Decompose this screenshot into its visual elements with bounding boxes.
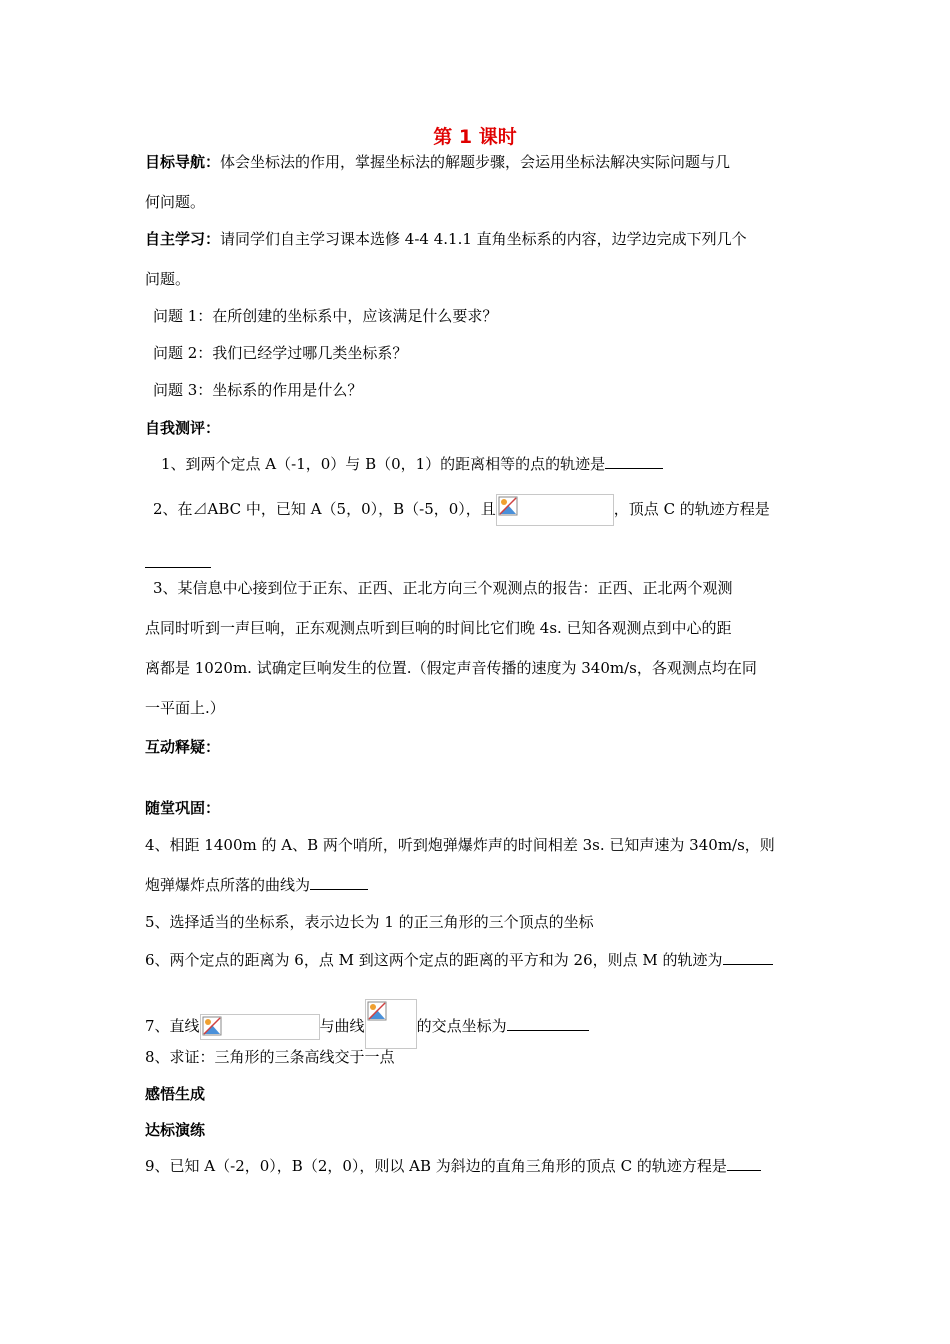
- problem-4-line-b: [145, 875, 368, 895]
- goal-line-1: [145, 152, 730, 172]
- problem-3-line-a: 3、某信息中心接到位于正东、正西、正北方向三个观测点的报告：正西、正北两个观测: [153, 579, 733, 597]
- insight-label: 感悟生成: [145, 1085, 206, 1103]
- self-study-text-2: 问题。: [145, 270, 191, 288]
- answer-blank: [605, 454, 663, 469]
- problem-9: [145, 1156, 761, 1176]
- self-test-problem-2: [153, 494, 770, 526]
- broken-image-icon: [498, 496, 518, 516]
- broken-image-icon: [367, 1001, 387, 1021]
- goal-text-2: 何问题。: [145, 193, 206, 211]
- consolidate-label: 随堂巩固：: [145, 799, 221, 817]
- problem-7-text-b: 与曲线: [319, 1017, 365, 1035]
- problem-9-text: 9、已知 A（-2，0），B（2，0），则以 AB 为斜边的直角三角形的顶点 C 的轨迹方程是: [145, 1157, 727, 1175]
- line-formula-image: [200, 1014, 320, 1040]
- goal-text-1: 体会坐标法的作用，掌握坐标法的解题步骤，会运用坐标法解决实际问题与几: [220, 153, 731, 171]
- formula-image: [496, 494, 614, 526]
- problem-7-text-a: 7、直线: [145, 1017, 200, 1035]
- answer-blank: [723, 950, 773, 965]
- question-1: 问题 1：在所创建的坐标系中，应该满足什么要求？: [153, 307, 498, 325]
- problem-3-line-d: 一平面上.）: [145, 699, 225, 717]
- question-3: 问题 3：坐标系的作用是什么？: [153, 381, 363, 399]
- answer-blank: [727, 1156, 761, 1171]
- problem-3-line-c: 离都是 1020m. 试确定巨响发生的位置.（假定声音传播的速度为 340m/s，各观测点均在同: [145, 659, 757, 677]
- self-test-label: 自我测评：: [145, 419, 221, 437]
- problem-7: [145, 999, 589, 1049]
- problem-2-blank-line: [145, 553, 211, 573]
- self-study-line-1: [145, 229, 747, 249]
- interactive-label: 互动释疑：: [145, 738, 221, 756]
- problem-4-text-b: 炮弹爆炸点所落的曲线为: [145, 876, 311, 894]
- answer-blank: [310, 875, 368, 890]
- answer-blank: [507, 1016, 589, 1031]
- problem-2-text-b: ，顶点 C 的轨迹方程是: [613, 500, 770, 518]
- problem-7-text-c: 的交点坐标为: [416, 1017, 507, 1035]
- problem-6-text: 6、两个定点的距离为 6，点 M 到这两个定点的距离的平方和为 26，则点 M 的轨迹为: [145, 951, 723, 969]
- curve-formula-image: [365, 999, 417, 1049]
- question-2: 问题 2：我们已经学过哪几类坐标系？: [153, 344, 408, 362]
- page-title: 第 1 课时: [433, 126, 517, 148]
- answer-blank: [145, 553, 211, 568]
- broken-image-icon: [202, 1016, 222, 1036]
- problem-5: 5、选择适当的坐标系，表示边长为 1 的正三角形的三个顶点的坐标: [145, 913, 594, 931]
- problem-3-line-b: 点同时听到一声巨响，正东观测点听到巨响的时间比它们晚 4s. 已知各观测点到中心的距: [145, 619, 732, 637]
- self-test-problem-1: [161, 454, 663, 474]
- self-study-text-1: 请同学们自主学习课本选修 4-4 4.1.1 直角坐标系的内容，边学边完成下列几个: [220, 230, 747, 248]
- problem-8: 8、求证：三角形的三条高线交于一点: [145, 1048, 395, 1066]
- self-study-label: 自主学习：: [145, 230, 221, 248]
- problem-1-text: 1、到两个定点 A（-1，0）与 B（0，1）的距离相等的点的轨迹是: [161, 455, 606, 473]
- problem-2-text-a: 2、在⊿ABC 中，已知 A（5，0），B（-5，0），且: [153, 500, 496, 518]
- problem-4-line-a: 4、相距 1400m 的 A、B 两个哨所，听到炮弹爆炸声的时间相差 3s. 已知声速为 340m/s，则: [145, 836, 775, 854]
- goal-label: 目标导航：: [145, 153, 221, 171]
- practice-label: 达标演练: [145, 1121, 206, 1139]
- problem-6: [145, 950, 773, 970]
